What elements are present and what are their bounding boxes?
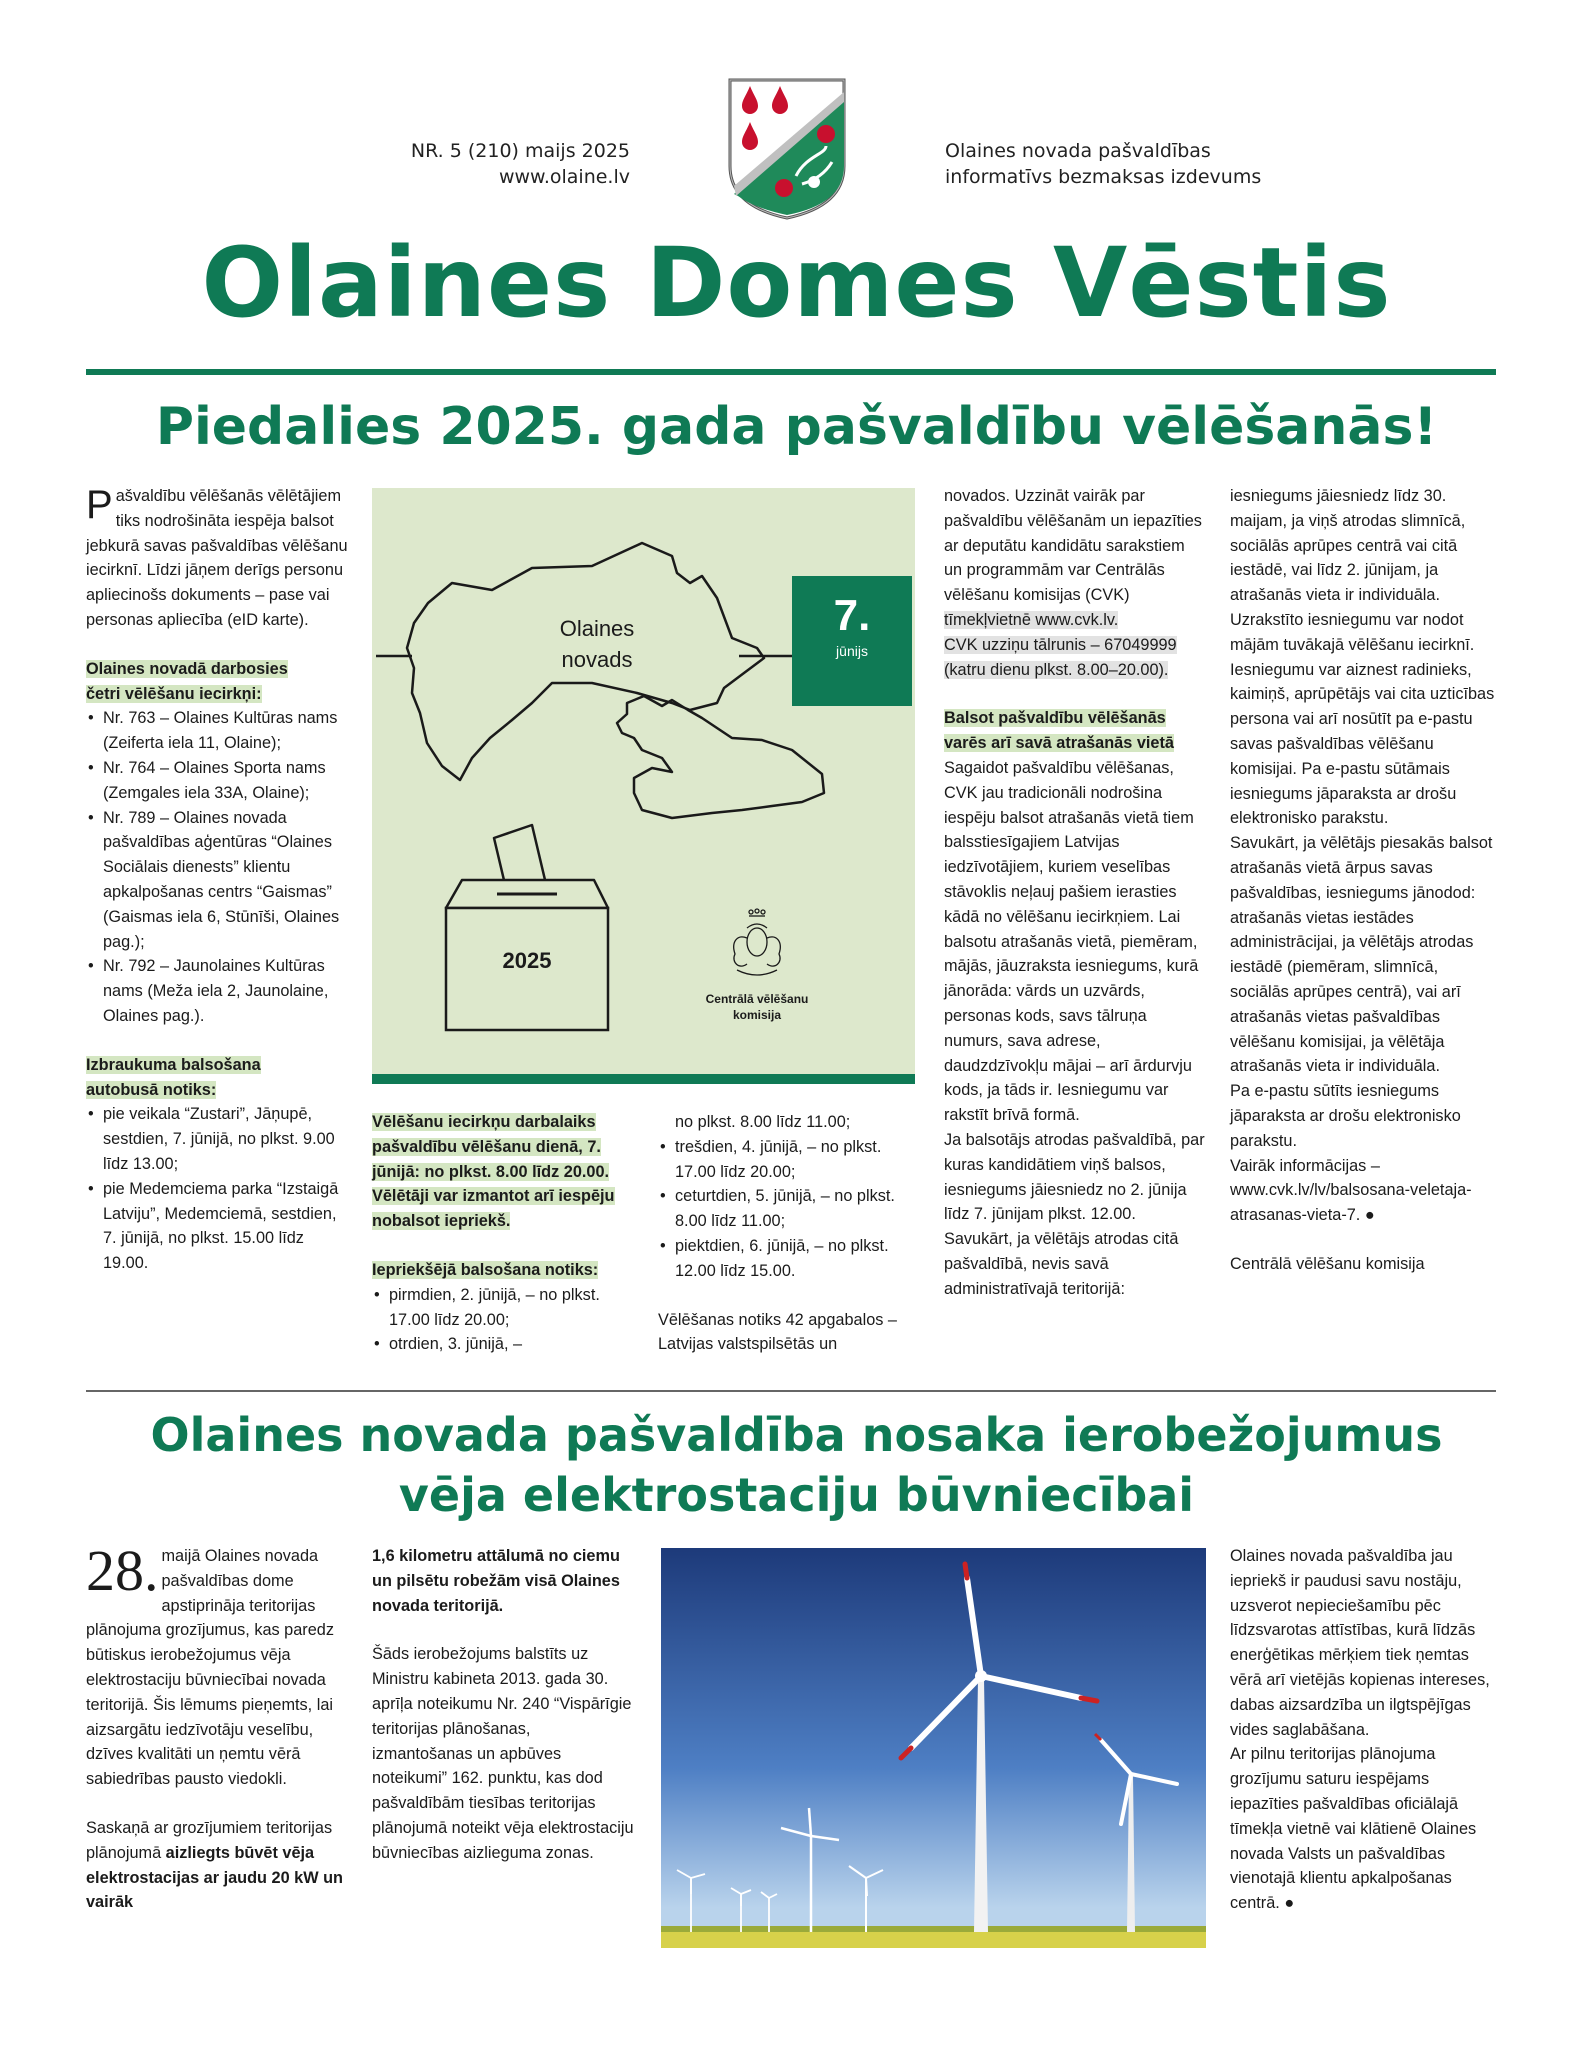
website-link[interactable]: www.olaine.lv bbox=[498, 166, 630, 188]
hours-heading: Vēlēšanu iecirkņu darbalaiks pašvaldību vēlēšanu dienā, 7. jūnijā: no plkst. 8.00 līdz 20.00. Vēlētāji var izmantot arī iespēju nobalsot iepriekš. bbox=[372, 1113, 615, 1231]
dropcap-letter: P bbox=[86, 483, 113, 527]
article1-signature: Centrālā vēlēšanu komisija bbox=[1230, 1254, 1425, 1273]
end-mark-icon: ● bbox=[1284, 1894, 1295, 1913]
early-voting-heading: Iepriekšējā balsošana notiks: bbox=[372, 1260, 599, 1279]
list-item: • piektdien, 6. jūnijā, – no plkst. 12.00 līdz 15.00. bbox=[658, 1234, 920, 1284]
article2-ban-text: Saskaņā ar grozījumiem teritorijas plānojumā aizliegts būvēt vēja elektrostacijas ar jaudu 20 kW un vairāk bbox=[86, 1818, 343, 1912]
cvk-website: tīmekļvietnē www.cvk.lv. bbox=[944, 610, 1119, 629]
list-item: • Nr. 763 – Olaines Kultūras nams (Zeiferta iela 11, Olaine); bbox=[86, 706, 348, 756]
article1-intro bbox=[86, 484, 348, 633]
article1-column-3 bbox=[658, 1110, 920, 1357]
latvia-coat-of-arms-icon bbox=[734, 909, 781, 975]
districts-text: Vēlēšanas notiks 42 apgabalos – Latvijas valstspilsētās un bbox=[658, 1310, 897, 1354]
list-item: • otrdien, 3. jūnijā, – bbox=[372, 1332, 634, 1357]
article1-column-4 bbox=[944, 484, 1206, 1302]
list-item: • pirmdien, 2. jūnijā, – no plkst. 17.00 līdz 20.00; bbox=[372, 1283, 634, 1333]
section-divider bbox=[86, 1390, 1496, 1392]
location-voting-heading: Balsot pašvaldību vēlēšanās varēs arī savā atrašanās vietā bbox=[944, 709, 1174, 753]
list-item: • pie veikala “Zustari”, Jāņupē, sestdien, 7. jūnijā, no plkst. 9.00 līdz 13.00; bbox=[86, 1102, 348, 1176]
date-number: 7. bbox=[833, 591, 871, 640]
article1-col4-text: novados. Uzzināt vairāk par pašvaldību vēlēšanām un iepazīties ar deputātu kandidātu sarakstiem un programmām var Centrālās vēlēšanu komisijas (CVK) bbox=[944, 487, 1202, 605]
commission-label: Centrālā vēlēšanu komisija bbox=[705, 992, 809, 1022]
article2-intro: 28. maijā Olaines novada pašvaldības dome apstiprināja teritorijas plānojuma grozījumus, kas paredz būtiskus ierobežojumus vēja elektrostaciju būvniecībai novada teritorijā. Šis lēmums pieņemts, lai aizsargātu iedzīvotāju veselību, dzīves kvalitāti un ņemtu vērā sabiedrības pausto viedokli. bbox=[86, 1538, 334, 1789]
article2-distance-text: 1,6 kilometru attālumā no ciemu un pilsētu robežām visā Olaines novada teritorijā. bbox=[372, 1547, 620, 1615]
list-item: • trešdien, 4. jūnijā, – no plkst. 17.00 līdz 20.00; bbox=[658, 1135, 920, 1185]
election-infographic bbox=[372, 488, 915, 1084]
stations-list bbox=[86, 706, 348, 1028]
publisher-line-1: Olaines novada pašvaldības bbox=[945, 140, 1211, 162]
location-voting-text: Sagaidot pašvaldību vēlēšanas, CVK jau tradicionāli nodrošina iespēju balsot atrašanās vietā tiem balsstiesīgajiem Latvijas iedzīvotājiem, kuriem veselības stāvoklis neļauj pašiem ierasties kādā no vēlēšanu iecirkņiem. Lai balsotu atrašanās vietā, piemēram, mājās, jāuzraksta iesniegums, kurā jānorāda: vārds un uzvārds, personas kods, savs tālruņa numurs, sava adrese, daudzdzīvokļu mājai – arī ārdurvju kods, ja tāds ir. Iesniegumu var rakstīt brīvā formā. bbox=[944, 758, 1199, 1125]
cvk-phone: CVK uzziņu tālrunis – 67049999 (katru dienu plkst. 8.00–20.00). bbox=[944, 635, 1177, 679]
stations-heading: Olaines novadā darbosies četri vēlēšanu iecirkņi: bbox=[86, 659, 288, 703]
article1-column-5 bbox=[1230, 484, 1496, 1277]
publisher-line-2: informatīvs bezmaksas izdevums bbox=[945, 166, 1262, 188]
more-info-link: Vairāk informācijas – www.cvk.lv/lv/balsosana-veletaja-atrasanas-vieta-7. ● bbox=[1230, 1156, 1472, 1225]
wind-turbines-photo bbox=[661, 1548, 1206, 1948]
early-voting-list-cont bbox=[658, 1135, 920, 1284]
early-voting-list bbox=[372, 1283, 634, 1357]
article2-column-4 bbox=[1230, 1544, 1496, 1916]
article1-column-1 bbox=[86, 484, 348, 1276]
article1-headline: Piedalies 2025. gada pašvaldību vēlēšanās! bbox=[155, 397, 1438, 457]
election-date-badge bbox=[792, 592, 912, 662]
article2-regulation-text: Šāds ierobežojums balstīts uz Ministru kabineta 2013. gada 30. aprīļa noteikumu Nr. 240 “Vispārīgie teritorijas plānošanas, izmantošanas un apbūves noteikumi” 162. punktu, kas dod pašvaldībām tiesības teritorijas plānojumā noteikt vēja elektrostaciju būvniecības aizlieguma zonas. bbox=[372, 1645, 634, 1862]
list-item: • Nr. 789 – Olaines novada pašvaldības aģentūras “Olaines Sociālais dienests” klientu apkalpošanas centrs “Gaismas” (Gaismas iela 6, Stūnīši, Olaines pag.); bbox=[86, 806, 348, 955]
article2-position-text: Olaines novada pašvaldība jau iepriekš ir paudusi savu nostāju, uzsverot nepieciešamību pēc līdzsvarotas attīstības, kurā līdzās enerģētikas mērķiem tiek ņemtas vērā arī vietējās kopienas intereses, dabas aizsardzība un ilgtspējīgas vides saglabāšana. bbox=[1230, 1547, 1490, 1739]
article2-headline: Olaines novada pašvaldība nosaka ierobežojumus vēja elektrostaciju būvniecībai bbox=[150, 1408, 1443, 1522]
list-item: • Nr. 764 – Olaines Sporta nams (Zemgales iela 33A, Olaine); bbox=[86, 756, 348, 806]
masthead-title: Olaines Domes Vēstis bbox=[201, 227, 1392, 339]
map-label: Olaines novads bbox=[559, 616, 635, 672]
bus-heading: Izbraukuma balsošana autobusā notiks: bbox=[86, 1055, 261, 1099]
list-item: • Nr. 792 – Jaunolaines Kultūras nams (Meža iela 2, Jaunolaine, Olaines pag.). bbox=[86, 954, 348, 1028]
article2-column-2 bbox=[372, 1544, 634, 1866]
list-item: • ceturtdien, 5. jūnijā, – no plkst. 8.00 līdz 11.00; bbox=[658, 1184, 920, 1234]
article2-more-info-text: Ar pilnu teritorijas plānojuma grozījumu saturu iespējams iepazīties pašvaldības oficiālajā tīmekļa vietnē vai klātienē Olaines novada Valsts un pašvaldības vienotajā klientu apkalpošanas centrā. ● bbox=[1230, 1745, 1477, 1913]
early-voting-continued: no plkst. 8.00 līdz 11.00; bbox=[675, 1113, 851, 1131]
issue-line: NR. 5 (210) maijs 2025 bbox=[410, 140, 630, 162]
masthead-divider bbox=[86, 369, 1496, 375]
article2-column-1 bbox=[86, 1538, 348, 1915]
issue-info bbox=[300, 138, 630, 190]
article1-intro-text: ašvaldību vēlēšanās vēlētājiem tiks nodrošināta iespēja balsot jebkurā savas pašvaldības vēlēšanu iecirknī. Līdzi jāņem derīgs personu apliecinošs dokuments – pase vai personas apliecība (eID karte). bbox=[86, 487, 348, 629]
date-month: jūnijs bbox=[836, 643, 868, 659]
ballot-box-year: 2025 bbox=[502, 948, 552, 973]
location-voting-deadline: Ja balsotājs atrodas pašvaldībā, par kuras kandidātiem viņš balsos, iesniegums jāiesniedz no 2. jūnija līdz 7. jūnijam plkst. 12.00. Savukārt, ja vēlētājs atrodas citā pašvaldībā, nevis savā administratīvajā teritorijā: bbox=[944, 1130, 1205, 1298]
coat-of-arms-logo bbox=[726, 76, 848, 221]
publisher-info bbox=[945, 138, 1365, 190]
article1-col5-text: iesniegums jāiesniedz līdz 30. maijam, ja viņš atrodas slimnīcā, sociālās aprūpes centrā vai citā iestādē, vai līdz 2. jūnijam, ja atrašanās vieta ir individuāla. bbox=[1230, 487, 1466, 605]
end-mark-icon: ● bbox=[1364, 1206, 1375, 1225]
bus-list bbox=[86, 1102, 348, 1276]
dropcap-number: 28. bbox=[86, 1538, 159, 1603]
article1-col5-text: Savukārt, ja vēlētājs piesakās balsot atrašanās vietā ārpus savas pašvaldības, iesniegums jānodod: atrašanās vietas iestādes administrācijai, ja vēlētājs atrodas iestādē (piemēram, slimnīcā, sociālās aprūpes centrā), vai arī atrašanās vietas pašvaldības vēlēšanu komisijai, ja vēlētāja atrašanās vieta ir individuāla. bbox=[1230, 834, 1493, 1076]
article1-col5-text: Uzrakstīto iesniegumu var nodot mājām tuvākajā vēlēšanu iecirknī. Iesniegumu var aiznest radinieks, kaimiņš, aprūpētājs vai cita uzticības persona vai arī nosūtīt pa e-pastu savas pašvaldības vēlēšanu komisijai. Pa e-pastu sūtāmais iesniegums jāparaksta ar drošu elektronisko parakstu. bbox=[1230, 610, 1495, 828]
article1-col5-text: Pa e-pastu sūtīts iesniegums jāparaksta ar drošu elektronisko parakstu. bbox=[1230, 1082, 1461, 1150]
article1-column-2 bbox=[372, 1110, 634, 1357]
list-item: • pie Medemciema parka “Izstaigā Latviju”, Medemciemā, sestdien, 7. jūnijā, no plkst. 15.00 līdz 19.00. bbox=[86, 1177, 348, 1276]
